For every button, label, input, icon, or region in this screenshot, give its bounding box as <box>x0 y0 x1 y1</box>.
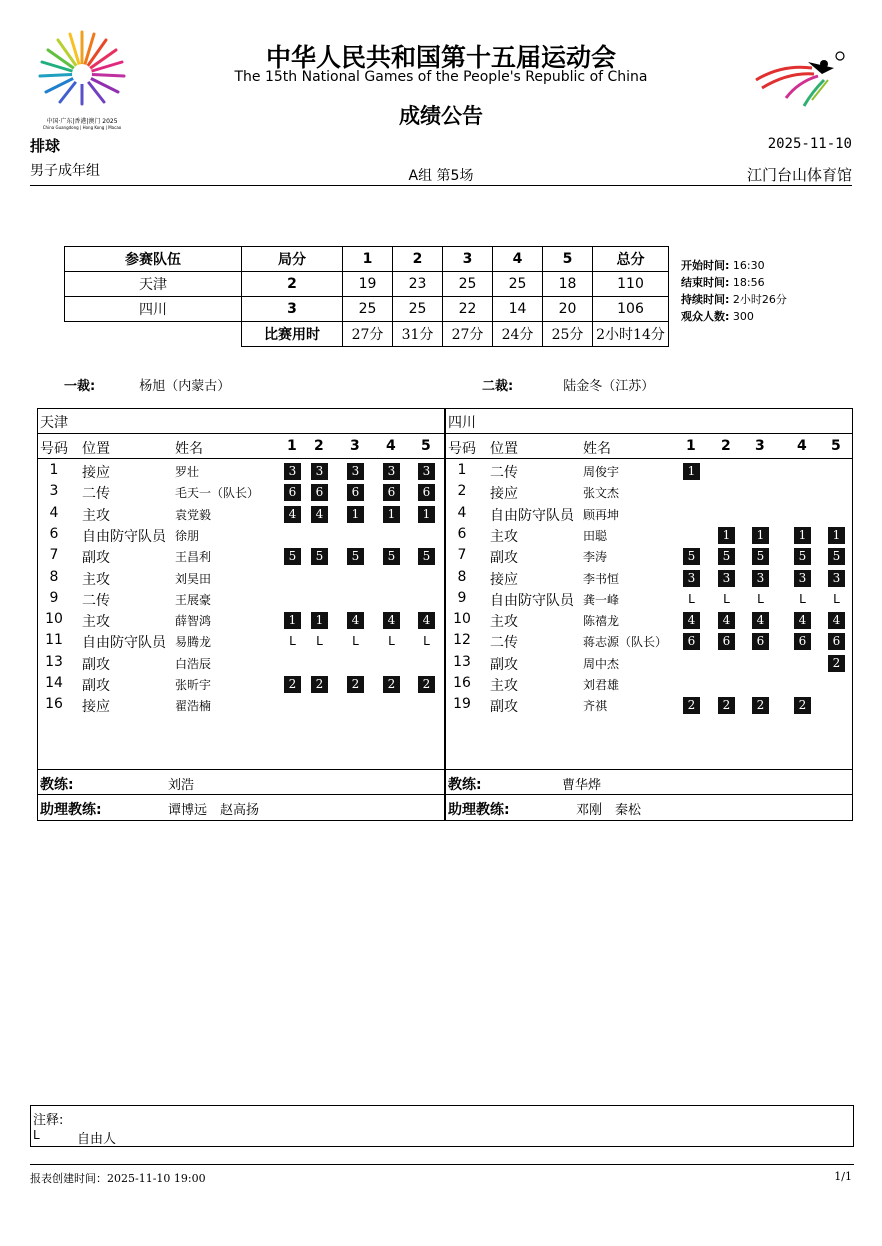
player-position: 副攻 <box>490 550 518 567</box>
player-number: 16 <box>453 675 471 691</box>
starting-position: 2 <box>828 655 845 672</box>
player-position: 副攻 <box>82 550 110 567</box>
player-position: 主攻 <box>82 507 110 524</box>
player-number: 6 <box>457 525 467 542</box>
starting-position: 1 <box>828 527 845 544</box>
player-number: 4 <box>457 504 467 521</box>
player-row <box>38 590 444 611</box>
player-name: 王昌利 <box>175 550 212 565</box>
roster-divider <box>38 433 444 434</box>
player-position: 二传 <box>82 592 110 609</box>
player-number: 13 <box>453 653 471 670</box>
header-position: 位置 <box>82 441 110 457</box>
player-name: 张昕宇 <box>175 678 212 692</box>
header-set-4: 4 <box>386 438 396 454</box>
player-position: 主攻 <box>490 528 518 545</box>
starting-position: 3 <box>383 463 400 480</box>
venue: 江门台山体育馆 <box>746 166 852 184</box>
starting-position: 3 <box>347 463 364 480</box>
player-name: 翟浩楠 <box>175 699 212 714</box>
player-number: 11 <box>45 632 63 649</box>
notes-title: 注释: <box>33 1113 64 1128</box>
score-row-team1 <box>65 272 669 297</box>
player-name: 白浩辰 <box>175 656 212 671</box>
starting-position: 5 <box>683 548 700 565</box>
starting-position: 4 <box>794 612 811 629</box>
starting-position: 2 <box>418 676 435 693</box>
player-number: 14 <box>45 675 63 691</box>
player-row <box>38 675 444 696</box>
player-row <box>38 654 444 675</box>
event-title-cn: 中华人民共和国第十五届运动会 <box>265 43 616 72</box>
player-row <box>38 483 444 504</box>
notes-code: L <box>33 1128 40 1142</box>
libero-mark: L <box>289 634 296 649</box>
starting-position: 6 <box>311 484 328 501</box>
player-position: 自由防守队员 <box>82 635 166 652</box>
starting-position: 1 <box>284 612 301 629</box>
header-set-3: 3 <box>350 438 360 454</box>
starting-position: 1 <box>752 527 769 544</box>
player-position: 副攻 <box>82 678 110 694</box>
starting-position: 1 <box>794 527 811 544</box>
starting-position: 6 <box>828 633 845 650</box>
starting-position: 3 <box>752 570 769 587</box>
starting-position: 2 <box>683 697 700 714</box>
score-header-row <box>65 247 669 272</box>
sets-won: 2 <box>242 272 343 297</box>
starting-position: 6 <box>718 633 735 650</box>
player-name: 李涛 <box>583 550 608 565</box>
starting-position: 4 <box>683 612 700 629</box>
audience: 观众人数: 300 <box>681 310 754 323</box>
player-row <box>38 547 444 568</box>
player-number: 16 <box>45 696 63 713</box>
starting-position: 5 <box>828 548 845 565</box>
page-number: 1/1 <box>834 1170 852 1183</box>
set-duration: 25分 <box>543 322 593 347</box>
player-row <box>446 462 852 483</box>
set-points: 20 <box>543 297 593 322</box>
player-position: 主攻 <box>82 614 110 631</box>
score-header-team: 参赛队伍 <box>65 247 242 272</box>
player-number: 10 <box>453 611 471 628</box>
player-position: 副攻 <box>490 699 518 716</box>
set-points: 22 <box>443 297 493 322</box>
player-row <box>446 569 852 590</box>
match-date: 2025-11-10 <box>767 136 852 152</box>
libero-mark: L <box>833 591 840 606</box>
set-duration: 31分 <box>393 322 443 347</box>
player-position: 接应 <box>82 465 110 481</box>
player-row <box>446 611 852 632</box>
score-header-set5: 5 <box>543 247 593 272</box>
set-points: 19 <box>343 272 393 297</box>
coach-row-team2: 教练: 曹华烨 <box>445 769 853 795</box>
starting-position: 6 <box>347 484 364 501</box>
starting-position: 4 <box>347 612 364 629</box>
end-time: 结束时间: 18:56 <box>681 276 765 289</box>
player-position: 主攻 <box>490 614 518 631</box>
roster-team2 <box>445 408 853 770</box>
libero-mark: L <box>688 591 695 606</box>
empty-cell <box>65 322 242 347</box>
set-points: 25 <box>443 272 493 297</box>
player-position: 副攻 <box>490 656 518 673</box>
player-row <box>38 696 444 717</box>
starting-position: 5 <box>383 548 400 565</box>
player-number: 3 <box>49 483 59 500</box>
player-name: 陈禧龙 <box>583 614 620 629</box>
starting-position: 3 <box>418 463 435 480</box>
starting-position: 5 <box>347 548 364 565</box>
player-row <box>446 505 852 526</box>
set-points: 14 <box>493 297 543 322</box>
player-row <box>38 569 444 590</box>
total-points: 106 <box>593 297 669 322</box>
player-position: 接应 <box>82 699 110 716</box>
player-number: 7 <box>457 547 467 564</box>
player-number: 10 <box>45 611 63 628</box>
libero-mark: L <box>423 634 430 649</box>
starting-position: 3 <box>718 570 735 587</box>
starting-position: 6 <box>752 633 769 650</box>
roster-divider <box>38 458 444 459</box>
first-referee: 一裁: 杨旭（内蒙古） <box>64 379 231 394</box>
starting-position: 3 <box>683 570 700 587</box>
player-row <box>446 590 852 611</box>
player-name: 王展豪 <box>175 592 212 607</box>
starting-position: 2 <box>284 676 301 693</box>
header-name: 姓名 <box>175 441 203 457</box>
starting-position: 4 <box>284 506 301 523</box>
second-referee: 二裁: 陆金冬（江苏） <box>482 379 655 394</box>
header-number: 号码 <box>448 441 476 457</box>
header-set-1: 1 <box>686 438 696 454</box>
starting-position: 3 <box>311 463 328 480</box>
player-number: 1 <box>457 462 467 478</box>
event-title-en: The 15th National Games of the People's Republic of China <box>234 69 648 85</box>
starting-position: 6 <box>383 484 400 501</box>
player-number: 19 <box>453 696 471 713</box>
player-number: 13 <box>45 653 63 670</box>
starting-position: 5 <box>752 548 769 565</box>
starting-position: 3 <box>794 570 811 587</box>
category: 男子成年组 <box>30 163 100 179</box>
libero-mark: L <box>388 634 395 649</box>
player-position: 二传 <box>82 486 110 503</box>
player-name: 龚一峰 <box>583 592 620 607</box>
libero-mark: L <box>723 591 730 606</box>
player-row <box>446 483 852 504</box>
set-points: 25 <box>493 272 543 297</box>
player-position: 自由防守队员 <box>490 507 574 524</box>
starting-position: 5 <box>718 548 735 565</box>
player-name: 毛天一（队长） <box>175 486 260 501</box>
starting-position: 4 <box>418 612 435 629</box>
player-number: 4 <box>49 504 59 521</box>
player-position: 接应 <box>490 571 518 588</box>
player-number: 8 <box>49 568 59 585</box>
player-position: 主攻 <box>82 571 110 588</box>
player-name: 田聪 <box>583 528 608 543</box>
starting-position: 2 <box>383 676 400 693</box>
starting-position: 1 <box>383 506 400 523</box>
starting-position: 1 <box>718 527 735 544</box>
player-name: 齐祺 <box>583 699 608 714</box>
score-header-set1: 1 <box>343 247 393 272</box>
player-row <box>446 526 852 547</box>
player-row <box>38 611 444 632</box>
logo-text-en: China Guangdong | Hong Kong | Macao <box>42 125 122 130</box>
starting-position: 5 <box>418 548 435 565</box>
starting-position: 1 <box>683 463 700 480</box>
roster-divider <box>446 458 852 459</box>
set-points: 23 <box>393 272 443 297</box>
player-number: 2 <box>457 483 467 500</box>
score-header-set3: 3 <box>443 247 493 272</box>
player-row <box>38 526 444 547</box>
set-points: 25 <box>343 297 393 322</box>
player-position: 主攻 <box>490 678 518 694</box>
header-set-1: 1 <box>287 438 297 454</box>
player-name: 李书恒 <box>583 571 620 586</box>
player-row <box>446 547 852 568</box>
assistant-names: 谭博远 赵高扬 <box>168 803 260 818</box>
player-name: 袁党毅 <box>175 507 212 522</box>
header-set-5: 5 <box>421 438 431 454</box>
coach-name: 刘浩 <box>168 778 195 793</box>
set-duration: 24分 <box>493 322 543 347</box>
player-position: 自由防守队员 <box>82 528 166 545</box>
set-points: 18 <box>543 272 593 297</box>
doc-title: 成绩公告 <box>399 104 483 128</box>
player-number: 6 <box>49 525 59 542</box>
player-name: 薛智鸿 <box>175 614 212 629</box>
assistant-row-team1: 助理教练: 谭博远 赵高扬 <box>37 795 445 821</box>
player-position: 副攻 <box>82 656 110 673</box>
team-name: 四川 <box>65 297 242 322</box>
start-time: 开始时间: 16:30 <box>681 259 765 272</box>
player-name: 罗壮 <box>175 465 200 479</box>
starting-position: 4 <box>752 612 769 629</box>
player-number: 9 <box>457 589 467 606</box>
starting-position: 2 <box>347 676 364 693</box>
libero-mark: L <box>316 634 323 649</box>
score-header-sets: 局分 <box>242 247 343 272</box>
player-number: 1 <box>49 462 59 478</box>
team-name: 天津 <box>65 272 242 297</box>
player-name: 徐朋 <box>175 528 200 543</box>
player-position: 接应 <box>490 486 518 503</box>
header-name: 姓名 <box>583 441 611 457</box>
assistant-names: 邓刚 秦松 <box>576 803 642 818</box>
player-row <box>38 462 444 483</box>
player-position: 二传 <box>490 465 518 481</box>
player-position: 二传 <box>490 635 518 652</box>
starting-position: 4 <box>311 506 328 523</box>
header-position: 位置 <box>490 441 518 457</box>
score-header-set4: 4 <box>493 247 543 272</box>
notes-box <box>30 1105 854 1147</box>
player-name: 周俊宇 <box>583 465 620 479</box>
duration-row <box>65 322 669 347</box>
total-points: 110 <box>593 272 669 297</box>
roster-team-name: 天津 <box>40 415 68 431</box>
player-row <box>38 632 444 653</box>
starting-position: 5 <box>284 548 301 565</box>
roster-divider <box>446 433 852 434</box>
header-set-5: 5 <box>831 438 841 454</box>
libero-mark: L <box>799 591 806 606</box>
player-name: 蒋志源（队长） <box>583 635 668 650</box>
header-number: 号码 <box>40 441 68 457</box>
player-number: 7 <box>49 547 59 564</box>
starting-position: 1 <box>311 612 328 629</box>
starting-position: 5 <box>311 548 328 565</box>
coach-row-team1: 教练: 刘浩 <box>37 769 445 795</box>
score-row-team2 <box>65 297 669 322</box>
set-duration: 27分 <box>343 322 393 347</box>
total-duration: 2小时14分 <box>593 322 669 347</box>
header-set-2: 2 <box>314 438 324 454</box>
player-row <box>446 696 852 717</box>
player-number: 9 <box>49 589 59 606</box>
footer-divider <box>30 1164 854 1165</box>
score-table <box>64 246 669 347</box>
starting-position: 5 <box>794 548 811 565</box>
roster-team-name: 四川 <box>448 415 476 431</box>
score-header-total: 总分 <box>593 247 669 272</box>
sport-name: 排球 <box>30 137 61 155</box>
starting-position: 6 <box>284 484 301 501</box>
libero-mark: L <box>757 591 764 606</box>
roster-team1 <box>37 408 445 770</box>
set-points: 25 <box>393 297 443 322</box>
report-created: 报表创建时间：2025-11-10 19:00 <box>30 1172 206 1185</box>
starting-position: 2 <box>794 697 811 714</box>
elapsed-time: 持续时间: 2小时26分 <box>681 293 787 306</box>
libero-mark: L <box>352 634 359 649</box>
header-set-3: 3 <box>755 438 765 454</box>
player-name: 张文杰 <box>583 486 620 501</box>
starting-position: 4 <box>828 612 845 629</box>
set-duration: 27分 <box>443 322 493 347</box>
header-set-4: 4 <box>797 438 807 454</box>
player-name: 易腾龙 <box>175 635 212 650</box>
starting-position: 2 <box>718 697 735 714</box>
starting-position: 4 <box>718 612 735 629</box>
player-name: 周中杰 <box>583 656 620 671</box>
assistant-row-team2: 助理教练: 邓刚 秦松 <box>445 795 853 821</box>
notes-meaning: 自由人 <box>77 1132 117 1147</box>
header-divider <box>30 185 852 186</box>
sets-won: 3 <box>242 297 343 322</box>
duration-label: 比赛用时 <box>242 322 343 347</box>
player-number: 12 <box>453 632 471 649</box>
player-row <box>38 505 444 526</box>
score-header-set2: 2 <box>393 247 443 272</box>
starting-position: 1 <box>418 506 435 523</box>
header-set-2: 2 <box>721 438 731 454</box>
player-name: 刘昊田 <box>175 571 212 586</box>
player-row <box>446 654 852 675</box>
starting-position: 3 <box>828 570 845 587</box>
player-row <box>446 632 852 653</box>
starting-position: 2 <box>311 676 328 693</box>
starting-position: 6 <box>683 633 700 650</box>
starting-position: 2 <box>752 697 769 714</box>
player-name: 刘君雄 <box>583 678 620 692</box>
starting-position: 6 <box>418 484 435 501</box>
player-number: 8 <box>457 568 467 585</box>
coach-name: 曹华烨 <box>562 778 602 793</box>
starting-position: 6 <box>794 633 811 650</box>
starting-position: 4 <box>383 612 400 629</box>
player-name: 顾再坤 <box>583 507 620 522</box>
player-row <box>446 675 852 696</box>
starting-position: 3 <box>284 463 301 480</box>
group-match: A组 第5场 <box>408 168 474 184</box>
logo-text: 中国·广东|香港|澳门 2025 <box>46 118 118 125</box>
player-position: 自由防守队员 <box>490 592 574 609</box>
starting-position: 1 <box>347 506 364 523</box>
